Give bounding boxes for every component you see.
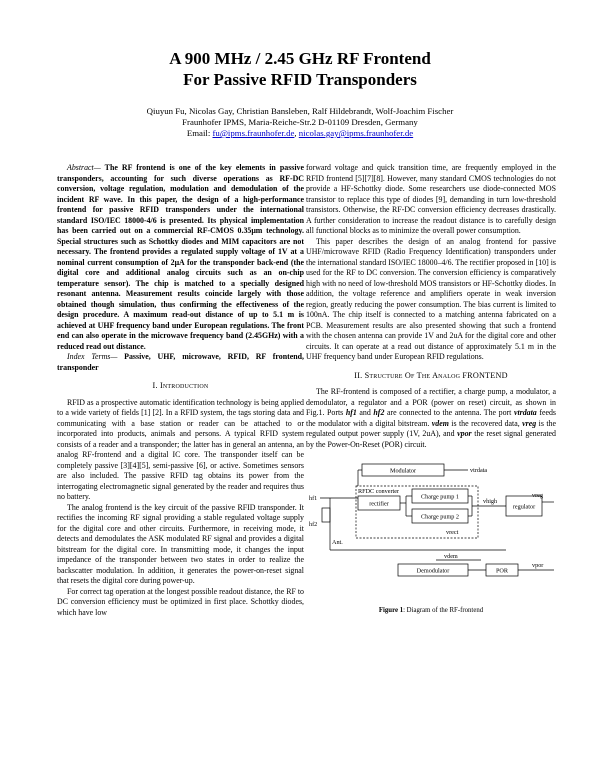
por-label: POR [495,567,509,575]
body-paragraph: This paper describes the design of an analog frontend for passive UHF/microwave RFID (Radio Frequency Identification) transponders under the international standard ISO/IEC 18000–4/6. The rectifier proposed in [10] is used for the RF to DC conversion. The conversion efficiency is comparatively high with no need of low-threshold MOS transistors or HF-Schottky diodes. In addition, the voltage reference and amplifiers operate in weak inversion region, greatly reducing the power consumption. The bias current is limited to 100nA. The chip itself is connected to a matching antenna fabricated on a PCB. Measurement results are also presented showing that such a frontend with the chosen antenna can provide 1V and 2uA for the digital core and other circuits. It can operate at a read out distance of approximately 5.1 m in the UHF frequency band under European RFID regulations. [306,236,556,361]
paper-title [0,48,600,90]
abstract-label: Abstract— [67,163,101,172]
antenna-label: Ant. [332,539,343,546]
index-terms-text: Passive, UHF, microwave, RFID, RF frontend, transponder [57,352,304,372]
left-column [57,163,304,618]
abstract-text: The RF frontend is one of the key elements in passive transponders, accounting for such diverse operations as RF-DC conversion, voltage regulation, modulation and demodulation of the incident RF wave. In this paper, the design of a high-performance frontend for passive RFID transponders under the international standard ISO/IEC 18000-4/6 is presented. Its physical implementation has been carried out on a commercial RF-CMOS 0.35μm technology. Special structures such as Schottky diodes and MIM capacitors are not necessary. The frontend provides a regulated supply voltage of 1V at a nominal current consumption of 2μA for the transponder back-end (the digital core and additional analog circuits such as an on-chip temperature sensor). The chip is matched to a specially designed resonant antenna. Measurement results coincide largely with those obtained though simulation, thus confirming the effectiveness of the design procedure. A maximum read-out distance of up to 5.1 m is achieved at UHF frequency band under European regulations. The front end can also operate in the microwave frequency band (2.45GHz) with a reduced read out distance. [57,163,304,351]
section-2-heading [306,371,556,382]
vhigh-label: vhigh [483,498,498,505]
figure-caption [306,606,556,617]
port-hf2: hf2 [373,408,385,417]
modulator-label: Modulator [389,467,417,475]
regulator-label: regulator [512,503,536,511]
structure-paragraph [306,387,556,450]
port-vdem: vdem [431,418,449,428]
port-hf1: hf1 [345,408,357,417]
abstract [57,163,304,352]
antenna-symbol [322,508,330,522]
figure-caption-label: Figure 1 [378,607,404,614]
email-link-2[interactable]: nicolas.gay@ipms.fraunhofer.de [298,128,414,138]
rfdc-label: RFDC converter [358,488,400,495]
port-vpor: vpor [457,429,472,438]
text-run: the reset signal generated by the Power-On-Reset (POR) circuit. [306,429,556,449]
text-run: is the regulated output power supply (1V, 2uA), and [306,418,556,438]
vpor-label: vpor [532,562,544,569]
figure-caption-text: : Diagram of the RF-frontend [403,607,484,614]
email-line [0,128,600,139]
vrect-label: vrect [446,529,459,536]
block-diagram [306,456,556,606]
section-2-title: Structure Of The Analog FRONTEND [364,370,508,380]
text-run: and [356,408,374,417]
text-run: feeds the modulator with a digital bitstream. [306,408,556,428]
charge-pump-2-label: Charge pump 2 [420,513,460,521]
port-vtrdata: vtrdata [513,408,537,417]
section-1-heading [57,381,304,392]
text-run: is the recovered data, [448,418,523,428]
text-run: are connected to the antenna. The port [384,408,514,417]
rectifier-label: rectifier [369,500,389,508]
hf1-label: hf1 [309,495,318,502]
title-line-1: A 900 MHz / 2.45 GHz RF Frontend [169,49,431,68]
charge-pump-1-label: Charge pump 1 [420,493,460,501]
section-1-number: I. [152,381,160,390]
section-2-number: II. [354,370,365,380]
hf2-label: hf2 [309,521,318,528]
affiliation: Fraunhofer IPMS, Maria-Reiche-Str.2 D-01109 Dresden, Germany [182,117,418,127]
figure-1 [306,456,556,624]
title-line-2: For Passive RFID Transponders [183,70,417,89]
author-block [0,106,600,139]
right-column [306,163,556,624]
intro-paragraph: For correct tag operation at the longest possible readout distance, the RF to DC conversion efficiency must be optimized in first place. Schottky diodes, which have low [57,586,304,617]
index-terms-label: Index Terms— [67,352,118,361]
vdem-label: vdem [444,553,458,560]
port-vreg: vreg [522,418,537,428]
intro-paragraph: RFID as a prospective automatic identification technology is being applied to a wide variety of fields [1] [2]. In a RFID system, the tags storing data and communicating with a base station or reader can be attached to or incorporated into products, animals and persons. A typical RFID system consists of a reader and a transponder; the latter has in general an antenna, an analog RF-frontend and a digital IC core. The transponder itself can be completely passive [3][4][5], semi-passive [6], or active. Sometimes sensors are also included. The passive RFID tag obtains its power from the interrogating electromagnetic signal generated by the reader and requires thus no battery. [57,397,304,501]
index-terms [57,352,304,373]
body-paragraph: forward voltage and quick transition time, are frequently employed in the RFID frontend [5][7][8]. However, many standard CMOS technologies do not provide a HF-Schottky diode. Some researchers use diode-connected MOS transistor to replace this type of diodes [9], demanding in turn low-threshold transistors. Otherwise, the RF-DC conversion efficiency decreases drastically. A further consideration to increase the readout distance is to carefully design all functional blocks as to minimize the overall power consumption. [306,163,556,235]
vtrdata-label: vtrdata [470,467,488,474]
email-link-1[interactable]: fu@ipms.fraunhofer.de [212,128,295,138]
author-names: Qiuyun Fu, Nicolas Gay, Christian Bansleben, Ralf Hildebrandt, Wolf-Joachim Fischer [146,106,454,116]
text-run: The RF-frontend is composed of a rectifier, a charge pump, a modulator, a demodulator, a regulator and a POR (power on reset) circuit, as shown in Fig.1. Ports [306,387,556,417]
section-1-title: Introduction [159,381,209,390]
demodulator-label: Demodulator [416,567,450,575]
email-separator: , [294,128,299,138]
email-prefix: Email: [186,128,213,138]
intro-paragraph: The analog frontend is the key circuit of the passive RFID transponder. It rectifies the incoming RF signal providing a stable regulated voltage supply for the digital core and other circuits. Furthermore, in receiving mode, it detects and demodulates the ASK modulated RF signal and provides a digital bitstream for the digital core. In transmitting mode, it changes the input impedance of the transponder between two states in order to realize the backscatter modulation. In addition, it generates the power-on-reset signal that resets the digital core during power-up. [57,502,304,585]
vreg-label: vreg [532,492,543,499]
